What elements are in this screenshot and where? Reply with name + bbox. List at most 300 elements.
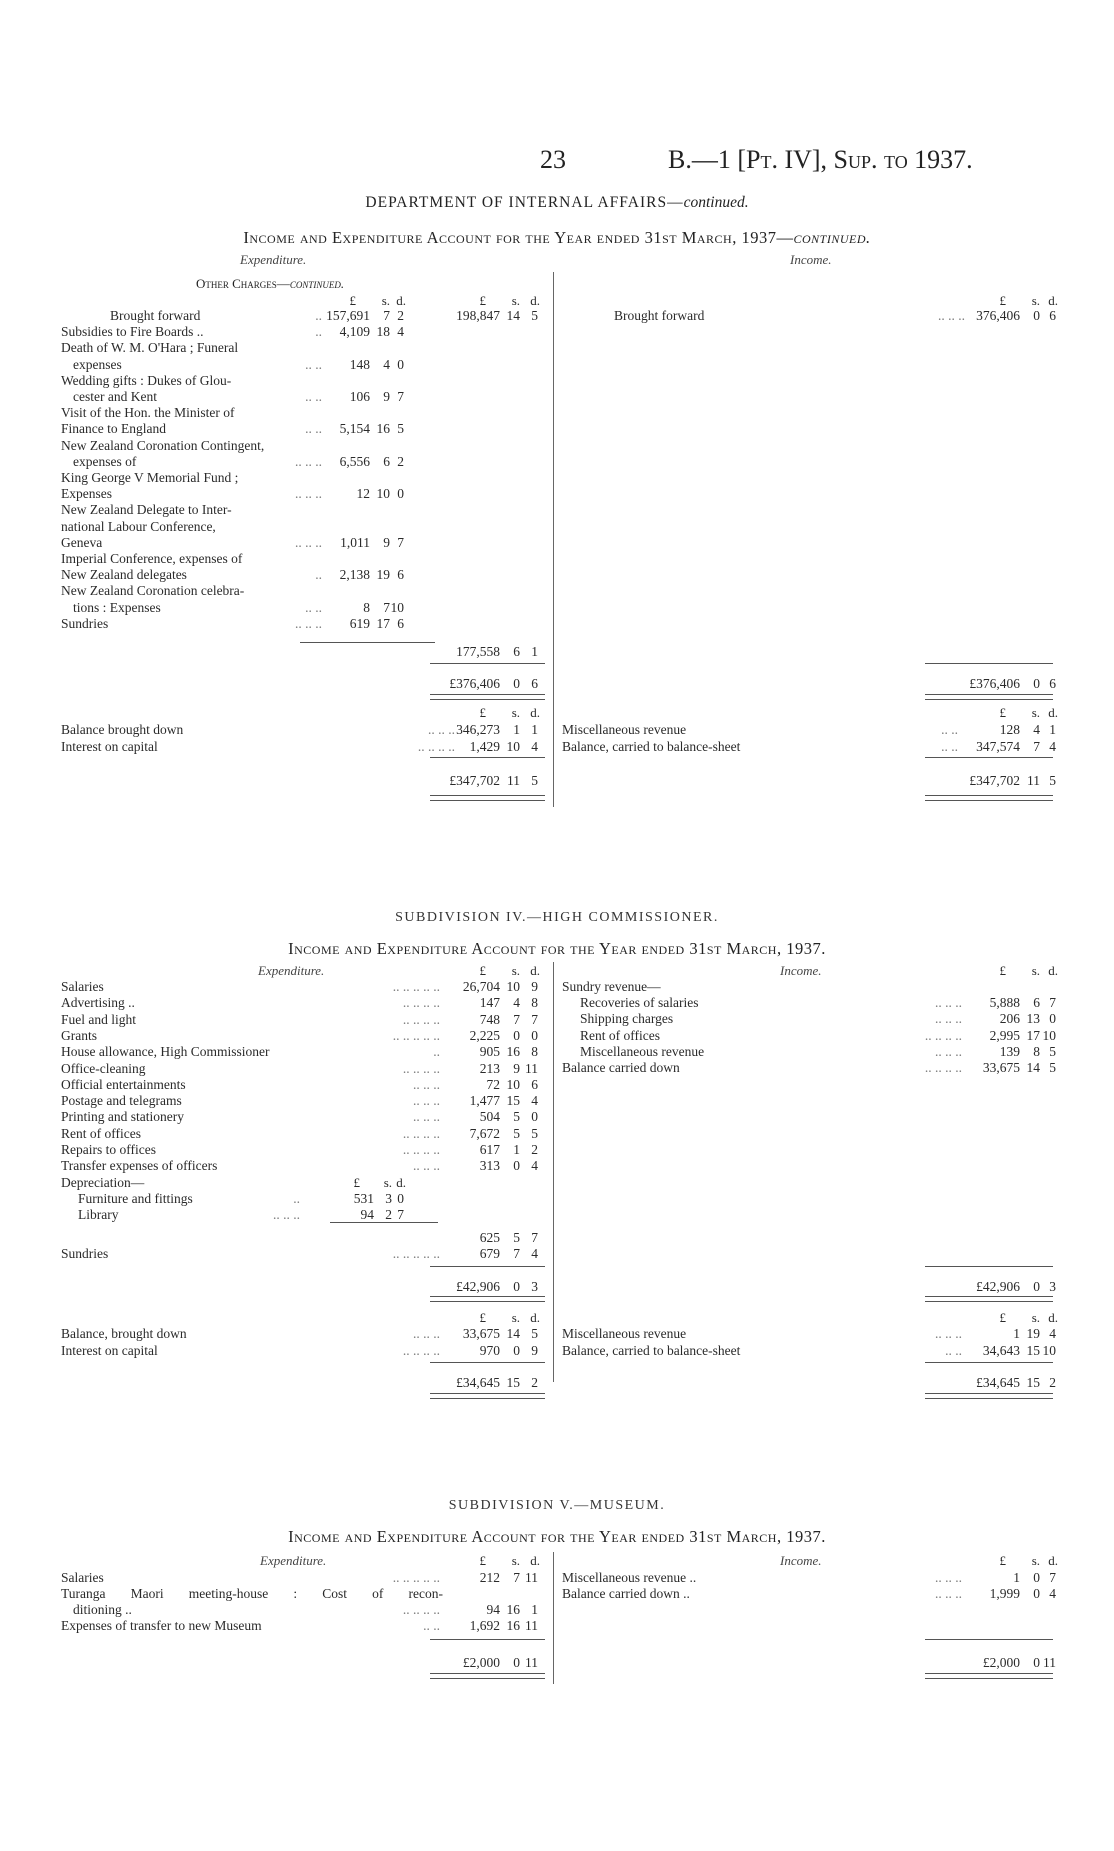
s2-inc-row-label: Shipping charges [580,1011,674,1027]
s3-income-heading: Income. [780,1553,822,1568]
s2-exp-pounds: 1,477 [469,1093,500,1109]
s1-exp-pounds: 8 [363,599,370,615]
s2-inc-total-rule [925,1266,1053,1267]
s1-exp-pence: 4 [397,324,404,340]
s2-exp-pounds: 26,704 [462,979,500,994]
s2-dep-head-pence-symbol: d. [396,1175,406,1190]
s2-exp-pence: 8 [531,1044,538,1060]
s2-bal-inc-double-rule [925,1393,1053,1399]
s1-exp-pence: 2 [397,453,404,469]
s2-depreciation-label: Depreciation— [61,1175,145,1190]
s1-bal-inc-head-pence-symbol: d. [1048,705,1058,720]
s3-inc-pence: 4 [1049,1586,1056,1601]
s2-exp-shillings: 0 [513,1027,520,1043]
s2-bal-exp-pence: 5 [531,1326,538,1341]
s1-bal-exp-total-pounds: £347,702 [449,773,500,788]
s1-bal-exp-double-rule [430,795,545,801]
s3-exp-double-rule [430,1673,545,1679]
s1-bal-inc-total-pence: 5 [1049,773,1056,788]
s3-inc-head-shilling-symbol: s. [1031,1553,1040,1568]
s2-exp-shillings: 4 [513,995,520,1011]
s1-exp-row-label: Death of W. M. O'Hara ; Funeral [61,340,239,356]
s3-exp-pence: 11 [525,1570,538,1585]
s2-income-heading: Income. [780,963,822,978]
s1-exp-shillings: 18 [376,324,390,340]
s1-bal-exp-pounds: 1,429 [469,739,500,754]
s1-inc-row-pounds: 376,406 [976,308,1020,323]
s2-inc-row-label: Rent of offices [580,1027,660,1043]
s2-exp-pence: 0 [531,1109,538,1125]
s3-exp-shillings: 16 [506,1602,520,1617]
s3-inc-shillings: 0 [1033,1586,1040,1601]
s2-inc-pence: 0 [1049,1011,1056,1027]
s1-bal-exp-shillings: 10 [506,739,520,754]
s2-inc-total-pounds: £42,906 [976,1279,1020,1294]
s1-exp-shillings: 9 [383,534,390,550]
s3-exp-pounds: 1,692 [469,1618,500,1633]
s2-bal-inc-total-rule [925,1362,1053,1363]
s3-section-title: SUBDIVISION V.—MUSEUM. [448,1498,666,1513]
s2-inc-balance-label: Balance carried down [562,1060,680,1075]
s1-exp-pence: 6 [397,567,404,583]
s3-inc-total-pounds: £2,000 [982,1655,1020,1670]
s2-exp-row-leader: .. [433,1044,440,1060]
s2-inc-row-leader: .. .. .. [935,995,962,1010]
s3-exp-total-rule [430,1639,545,1640]
s1-expenditure-heading: Expenditure. [240,252,307,267]
s2-exp-pence: 4 [531,1158,538,1174]
s1-exp-shillings: 17 [376,615,390,631]
s2-inc-head-shilling-symbol: s. [1031,963,1040,978]
s2-exp-row-label: Salaries [61,979,104,994]
s2-exp-row-label: Printing and stationery [61,1109,184,1125]
s2-bal-inc-row-label: Miscellaneous revenue [562,1326,687,1341]
s1-outer-head-pence-symbol: d. [530,293,540,308]
s1-bal-inc-pounds: 128 [999,722,1020,737]
s1-exp-row-label: New Zealand Coronation celebra- [61,583,245,599]
s1-bal-inc-pence: 4 [1049,739,1056,754]
s1-exp-row-leader: .. .. [305,389,322,404]
s2-bal-exp-total-rule [430,1362,545,1363]
s1-inc-total-double-rule [925,694,1053,700]
s2-dep-total-shillings: 5 [513,1230,520,1245]
s2-dep-pounds: 531 [353,1191,374,1206]
s1-exp-row-leader: .. .. [305,599,322,615]
s2-exp-shillings: 10 [506,1076,520,1092]
s2-exp-pounds: 72 [486,1076,500,1092]
s1-exp-total-shillings: 0 [513,676,520,691]
s1-bal-exp-row-label: Interest on capital [61,739,158,754]
s1-exp-bf-shillings: 14 [506,308,520,323]
s1-exp-row-leader: .. [315,567,322,583]
s2-exp-pounds: 7,672 [469,1125,500,1141]
s3-exp-total-shillings: 0 [513,1655,520,1670]
s2-exp-row-leader: .. .. .. .. [402,1011,440,1027]
s1-bal-exp-shillings: 1 [513,722,520,737]
s1-account-title: Income and Expenditure Account for the Year ended 31st March, 1937—continued. [243,228,871,247]
s2-exp-total-pence: 3 [531,1279,538,1294]
s2-sundries-shillings: 7 [513,1246,520,1261]
s2-exp-pence: 5 [531,1125,538,1141]
s2-exp-row-label: Advertising .. [61,995,135,1011]
s2-inc-head-pence-symbol: d. [1048,963,1058,978]
s1-bal-exp-total-pence: 5 [531,773,538,788]
s3-expenditure-heading: Expenditure. [260,1553,327,1568]
s3-account-title: Income and Expenditure Account for the Year ended 31st March, 1937. [288,1527,826,1546]
s2-exp-row-label: Official entertainments [61,1076,186,1092]
s1-exp-bf-pence: 5 [531,308,538,323]
s2-bal-exp-pounds: 970 [479,1342,500,1358]
s3-exp-row-label: Salaries [61,1570,104,1585]
s2-bal-inc-pounds: 34,643 [982,1342,1020,1358]
s3-inc-row-leader: .. .. .. [935,1586,962,1601]
s1-exp-shillings: 16 [376,421,390,437]
s1-exp-shillings: 4 [383,356,390,372]
s3-inc-head-pound-symbol: £ [999,1553,1006,1568]
s1-exp-row-label: Visit of the Hon. the Minister of [61,405,235,421]
s1-exp-row-leader: .. .. .. [295,486,322,502]
s2-exp-pence: 7 [531,1011,538,1027]
s3-inc-pounds: 1 [1013,1570,1020,1585]
s2-dep-total-pence: 7 [531,1230,538,1245]
s2-exp-shillings: 5 [513,1125,520,1141]
s1-exp-row-label: Geneva [61,534,103,550]
s1-exp-pence: 0 [397,356,404,372]
s2-dep-pounds: 94 [360,1207,374,1222]
s1-exp-row-leader: .. .. [305,421,322,437]
s1-exp-total-rule [430,663,545,664]
s1-exp-total-double-rule [430,694,545,700]
s3-exp-head-shilling-symbol: s. [511,1553,520,1568]
s2-exp-shillings: 16 [506,1044,520,1060]
s2-exp-row-leader: .. .. .. [413,1076,440,1092]
s1-bal-inc-row-leader: .. .. [941,722,958,737]
s3-exp-pence: 11 [525,1618,538,1633]
s2-exp-pounds: 504 [479,1109,500,1125]
s2-bal-exp-pence: 9 [531,1342,538,1358]
s2-exp-row-leader: .. .. .. [413,1158,440,1174]
s2-exp-row-leader: .. .. .. [413,1093,440,1109]
s1-exp-pence: 6 [397,615,404,631]
s1-exp-row-leader: .. .. .. [295,534,322,550]
department-title: DEPARTMENT OF INTERNAL AFFAIRS—continued. [365,194,749,211]
s2-exp-pence: 0 [531,1027,538,1043]
s1-exp-shillings: 6 [383,453,390,469]
s2-exp-row-label: Repairs to offices [61,1142,156,1157]
s1-exp-row-label: New Zealand Coronation Contingent, [61,437,265,453]
s2-bal-exp-row-leader: .. .. .. .. [402,1342,440,1358]
s1-exp-row-leader: .. .. [305,356,322,372]
s3-exp-total-pence: 11 [525,1655,538,1670]
s2-exp-pence: 2 [531,1142,538,1157]
s2-exp-pounds: 2,225 [469,1027,500,1043]
s1-exp-pence: 7 [397,389,404,404]
s2-exp-pounds: 147 [479,995,500,1011]
s2-inc-pence: 7 [1049,995,1056,1010]
s1-bal-inc-pounds: 347,574 [976,739,1020,754]
s2-exp-head-shilling-symbol: s. [511,963,520,978]
s1-exp-shillings: 10 [376,486,390,502]
s2-bal-inc-row-leader: .. .. [945,1342,962,1358]
s2-bal-inc-total-shillings: 15 [1026,1375,1040,1390]
s1-exp-row-label: Sundries [61,615,109,631]
s3-centre-divider [553,1552,554,1684]
s2-centre-divider [553,962,554,1382]
s2-bal-inc-head-pence-symbol: d. [1048,1310,1058,1325]
s1-exp-pounds: 106 [349,389,370,404]
s1-bal-exp-head-pound-symbol: £ [479,705,486,720]
s1-inc-row-leader: .. .. .. [938,308,965,323]
s2-inc-row-label: Recoveries of salaries [580,995,699,1010]
s3-inc-pence: 7 [1049,1570,1056,1585]
s1-bal-exp-row-leader: .. .. .. .. [417,739,455,754]
s2-dep-head-shilling-symbol: s. [383,1175,392,1190]
s2-bal-exp-head-pound-symbol: £ [479,1310,486,1325]
s3-exp-row-leader: .. .. .. .. [402,1602,440,1617]
s2-exp-row-leader: .. .. .. .. [402,1125,440,1141]
s1-inc-total-pence: 6 [1049,676,1056,691]
s1-exp-pounds: 6,556 [339,453,370,469]
s1-exp-row-leader: .. .. .. [295,615,322,631]
s1-exp-row-label: Imperial Conference, expenses of [61,551,243,566]
s1-exp-row-label: King George V Memorial Fund ; [61,470,239,485]
s2-inc-pence: 10 [1042,1027,1056,1043]
s1-bal-inc-shillings: 7 [1033,739,1040,754]
s1-exp-row-label: expenses [73,356,122,372]
s2-bal-exp-total-pence: 2 [531,1375,538,1390]
s1-bal-exp-row-leader: .. .. .. [428,722,455,737]
s1-exp-pounds: 2,138 [339,567,370,583]
s2-bal-exp-shillings: 14 [506,1326,520,1341]
s1-bal-exp-total-rule [430,757,545,758]
s3-exp-row-label: Expenses of transfer to new Museum [61,1618,262,1633]
s2-inc-double-rule [925,1296,1053,1302]
s1-bal-exp-row-label: Balance brought down [61,722,184,737]
s2-bal-exp-row-leader: .. .. .. [413,1326,440,1341]
s2-inc-row-label: Miscellaneous revenue [580,1043,705,1059]
s1-exp-pence: 10 [390,599,404,615]
s2-bal-inc-pence: 4 [1049,1326,1056,1341]
s2-exp-row-leader: .. .. .. .. [402,1060,440,1076]
s1-exp-row-label: national Labour Conference, [61,518,216,534]
s3-exp-total-pounds: £2,000 [462,1655,500,1670]
s3-exp-row-label: ditioning .. [73,1602,132,1617]
s2-dep-row-leader: .. [293,1191,300,1206]
s2-inc-pounds: 5,888 [989,995,1020,1010]
s1-bal-inc-head-shilling-symbol: s. [1031,705,1040,720]
s2-exp-pounds: 748 [479,1011,500,1027]
s2-bal-exp-total-shillings: 15 [506,1375,520,1390]
s1-bal-exp-pounds: 346,273 [456,722,500,737]
s2-exp-total-rule [430,1266,545,1267]
s1-inc-total-rule [925,663,1053,664]
s2-inc-pounds: 206 [999,1011,1020,1027]
s2-dep-total-pounds: 625 [479,1230,500,1245]
s2-dep-head-pound-symbol: £ [353,1175,360,1190]
s1-income-head-pence-symbol: d. [1048,293,1058,308]
s1-exp-row-leader: .. [315,324,322,340]
s2-inc-group-label: Sundry revenue— [562,979,661,994]
s1-exp-subtotal-rule [300,642,435,643]
s2-exp-head-pound-symbol: £ [479,963,486,978]
s2-exp-total-shillings: 0 [513,1279,520,1294]
s2-inc-total-shillings: 0 [1033,1279,1040,1294]
s2-dep-rule [330,1222,438,1223]
s1-bal-exp-pence: 4 [531,739,538,754]
s2-section-title: SUBDIVISION IV.—HIGH COMMISSIONER. [395,910,719,925]
s2-inc-pence: 5 [1049,1043,1056,1059]
s1-exp-pence: 7 [397,534,404,550]
s1-exp-row-label: Finance to England [61,421,166,437]
s1-exp-shillings: 7 [383,308,390,323]
s1-exp-pounds: 619 [349,615,370,631]
s3-inc-row-label: Miscellaneous revenue .. [562,1570,697,1585]
s2-exp-pence: 4 [531,1093,538,1109]
s2-inc-balance-pence: 5 [1049,1060,1056,1075]
s2-inc-shillings: 8 [1033,1043,1040,1059]
s1-exp-pounds: 12 [356,486,370,502]
s2-bal-inc-pence: 10 [1042,1342,1056,1358]
s1-bal-exp-pence: 1 [531,722,538,737]
s2-sundries-leader: .. .. .. .. .. [392,1246,440,1261]
s1-exp-shillings: 9 [383,389,390,404]
s2-dep-shillings: 3 [385,1191,392,1206]
s3-exp-pounds: 212 [479,1570,500,1585]
s1-bal-inc-row-label: Miscellaneous revenue [562,722,687,737]
s2-inc-shillings: 17 [1026,1027,1040,1043]
s2-inc-pounds: 139 [999,1043,1020,1059]
s2-exp-row-label: House allowance, High Commissioner [61,1044,270,1060]
s2-expenditure-heading: Expenditure. [258,963,325,978]
s3-exp-pence: 1 [531,1602,538,1617]
s1-exp-shillings: 7 [383,599,390,615]
s2-bal-inc-total-pounds: £34,645 [976,1375,1020,1390]
s3-exp-row-leader: .. .. .. .. .. [392,1570,440,1585]
s2-bal-exp-head-pence-symbol: d. [530,1310,540,1325]
s2-bal-exp-row-label: Interest on capital [61,1342,158,1358]
s1-inc-row-shillings: 0 [1033,308,1040,323]
s1-inc-row-label: Brought forward [614,308,705,323]
s1-bal-inc-row-leader: .. .. [941,739,958,754]
s3-inc-head-pence-symbol: d. [1048,1553,1058,1568]
s2-inc-balance-pounds: 33,675 [982,1060,1020,1075]
s3-exp-pounds: 94 [486,1602,500,1617]
s1-exp-shillings: 19 [376,567,390,583]
s2-exp-pence: 6 [531,1076,538,1092]
s2-exp-row-leader: .. .. .. .. [402,1142,440,1157]
s2-inc-row-leader: .. .. .. [935,1011,962,1027]
s1-exp-row-leader: .. .. .. [295,453,322,469]
s2-dep-pence: 0 [397,1191,404,1206]
s1-inner-head-pence-symbol: d. [396,293,406,308]
s2-dep-row-label: Furniture and fittings [78,1191,193,1206]
s1-exp-row-label: Brought forward [110,308,201,323]
s2-inc-head-pound-symbol: £ [999,963,1006,978]
s2-dep-shillings: 2 [385,1207,392,1222]
s1-exp-pence: 5 [397,421,404,437]
s1-exp-row-leader: .. [315,308,322,323]
s1-exp-pounds: 5,154 [339,421,370,437]
s2-bal-inc-shillings: 19 [1026,1326,1040,1341]
s1-exp-total-pounds: £376,406 [449,676,500,691]
s1-bal-inc-head-pound-symbol: £ [999,705,1006,720]
document-reference: B.—1 [Pt. IV], Sup. to 1937. [668,145,973,174]
s2-bal-exp-total-pounds: £34,645 [456,1375,500,1390]
s1-exp-row-label: Expenses [61,486,112,502]
s2-bal-inc-shillings: 15 [1026,1342,1040,1358]
s1-bal-inc-shillings: 4 [1033,722,1040,737]
s2-account-title: Income and Expenditure Account for the Year ended 31st March, 1937. [288,939,826,958]
s3-exp-shillings: 7 [513,1570,520,1585]
s2-dep-pence: 7 [397,1207,404,1222]
s1-exp-total-pence: 6 [531,676,538,691]
s2-exp-head-pence-symbol: d. [530,963,540,978]
s2-exp-total-pounds: £42,906 [456,1279,500,1294]
s3-inc-total-rule [925,1639,1053,1640]
s1-centre-divider [553,272,554,807]
s2-exp-row-label: Grants [61,1027,97,1043]
s1-exp-row-label: Subsidies to Fire Boards .. [61,324,204,340]
s3-inc-row-leader: .. .. .. [935,1570,962,1585]
s2-inc-row-leader: .. .. .. [935,1043,962,1059]
s1-bal-inc-total-shillings: 11 [1027,773,1040,788]
s1-inner-head-pound-symbol: £ [349,293,356,308]
s2-bal-exp-shillings: 0 [513,1342,520,1358]
s2-inc-pounds: 2,995 [989,1027,1020,1043]
s2-exp-pence: 11 [525,1060,538,1076]
s2-exp-pounds: 617 [479,1142,500,1157]
s1-bal-exp-total-shillings: 11 [507,773,520,788]
s2-exp-row-leader: .. .. .. .. [402,995,440,1011]
s1-income-head-pound-symbol: £ [999,293,1006,308]
s2-exp-row-leader: .. .. .. [413,1109,440,1125]
s1-bal-inc-total-rule [925,757,1053,758]
s1-exp-row-label: New Zealand delegates [61,567,187,583]
s1-bal-inc-double-rule [925,795,1053,801]
s1-exp-subtotal-pence: 1 [531,644,538,659]
s1-income-head-shilling-symbol: s. [1031,293,1040,308]
s1-inc-total-pounds: £376,406 [969,676,1020,691]
s3-inc-pounds: 1,999 [989,1586,1020,1601]
s3-exp-head-pence-symbol: d. [530,1553,540,1568]
s2-dep-row-leader: .. .. .. [273,1207,300,1222]
s1-exp-row-label: cester and Kent [73,389,157,404]
s2-inc-total-pence: 3 [1049,1279,1056,1294]
s3-inc-row-label: Balance carried down .. [562,1586,690,1601]
s1-exp-row-label: New Zealand Delegate to Inter- [61,502,232,518]
s2-exp-pounds: 905 [479,1044,500,1060]
s2-bal-exp-double-rule [430,1393,545,1399]
s2-bal-exp-pounds: 33,675 [462,1326,500,1341]
s1-exp-pence: 2 [397,308,404,323]
s2-exp-shillings: 0 [513,1158,520,1174]
s2-exp-pounds: 213 [479,1060,500,1076]
s3-exp-shillings: 16 [506,1618,520,1633]
s1-inner-head-shilling-symbol: s. [381,293,390,308]
s2-exp-row-label: Rent of offices [61,1125,141,1141]
s2-inc-row-leader: .. .. .. .. [924,1027,962,1043]
s3-inc-double-rule [925,1673,1053,1679]
s2-exp-pounds: 313 [479,1158,500,1174]
s2-exp-double-rule [430,1296,545,1302]
s2-exp-shillings: 5 [513,1109,520,1125]
s2-sundries-label: Sundries [61,1246,109,1261]
s1-inc-row-pence: 6 [1049,308,1056,323]
s1-exp-bf-pounds: 198,847 [456,308,500,323]
s2-exp-shillings: 9 [513,1060,520,1076]
s2-inc-shillings: 6 [1033,995,1040,1010]
s1-inc-total-shillings: 0 [1033,676,1040,691]
